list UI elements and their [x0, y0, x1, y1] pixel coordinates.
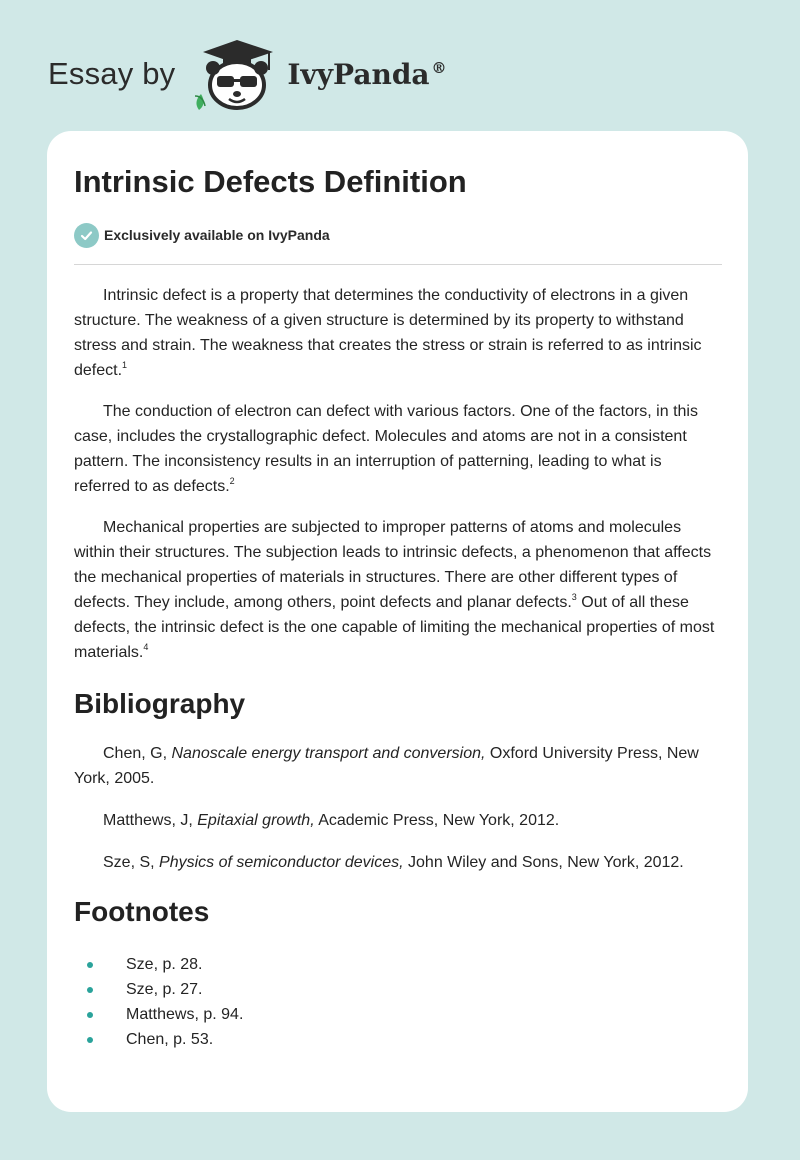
- panda-graduate-logo-icon[interactable]: [191, 36, 281, 112]
- bib-title: Physics of semiconductor devices,: [159, 854, 404, 871]
- paragraph-text: Mechanical properties are subjected to improper patterns of atoms and molecules within their structures. The subjection leads to intrinsic defects, a phenomenon that affects the mechanical properties of materials in structures. There are other different types of defects. They include, among others, point defects and planar defects.: [74, 519, 712, 611]
- bullet-dot-icon: [87, 987, 93, 993]
- footnote-item: [87, 1027, 722, 1052]
- bib-publisher: Oxford University Press, New York, 2005.: [74, 745, 699, 787]
- footnote-ref[interactable]: 1: [122, 359, 128, 370]
- bullet-dot-icon: [87, 1037, 93, 1043]
- bibliography-heading: Bibliography: [74, 688, 246, 719]
- paragraph: [74, 399, 722, 499]
- bib-author: Chen, G,: [103, 745, 172, 762]
- registered-mark: ®: [431, 59, 447, 78]
- bib-title: Epitaxial growth,: [197, 812, 315, 829]
- bibliography-entry: [74, 741, 722, 791]
- bib-publisher: John Wiley and Sons, New York, 2012.: [403, 854, 684, 871]
- bib-publisher: Academic Press, New York, 2012.: [314, 812, 560, 829]
- footnote-ref[interactable]: 4: [143, 641, 149, 652]
- footnote-ref[interactable]: 2: [229, 475, 235, 486]
- bib-author: Matthews, J,: [103, 812, 198, 829]
- bullet-dot-icon: [87, 962, 93, 968]
- footnote-text: Sze, p. 28.: [126, 956, 203, 973]
- brand-text: IvyPanda: [287, 57, 430, 91]
- footnote-text: Chen, p. 53.: [126, 1031, 214, 1048]
- paragraph: [74, 283, 722, 383]
- footnote-item: [87, 977, 722, 1002]
- availability-row: [74, 221, 722, 249]
- availability-label: Exclusively available on IvyPanda: [104, 227, 330, 243]
- footnote-text: Sze, p. 27.: [126, 981, 203, 998]
- essay-by-label: Essay by: [48, 56, 176, 91]
- bibliography-entry: [74, 808, 722, 833]
- paragraph-text: The conduction of electron can defect with various factors. One of the factors, in this case, includes the crystallographic defect. Molecules and atoms are not in a consistent pattern. The inconsistency results in an interruption of patterning, leading to what is referred to as defects.: [74, 403, 698, 495]
- brand-name[interactable]: [287, 58, 446, 91]
- bibliography-entry: [74, 850, 722, 875]
- footnotes-heading: Footnotes: [74, 896, 210, 927]
- bib-author: Sze, S,: [103, 854, 160, 871]
- check-circle-icon: [74, 223, 99, 248]
- essay-card: [47, 131, 748, 1112]
- footnote-item: [87, 1002, 722, 1027]
- paragraph-text: Out of all these defects, the intrinsic defect is the one capable of limiting the mechanical properties of most materials.: [74, 594, 715, 661]
- footnote-item: [87, 952, 722, 977]
- footnotes-list: [87, 952, 722, 1052]
- paragraph: [74, 515, 722, 665]
- site-header: [48, 36, 508, 112]
- paragraph-text: Intrinsic defect is a property that determines the conductivity of electrons in a given structure. The weakness of a given structure is determined by its property to withstand stress and strain. The weakness that creates the stress or strain is referred to as intrinsic defect.: [74, 287, 702, 379]
- footnote-text: Matthews, p. 94.: [126, 1006, 244, 1023]
- bullet-dot-icon: [87, 1012, 93, 1018]
- bib-title: Nanoscale energy transport and conversion,: [171, 745, 486, 762]
- divider: [74, 264, 722, 265]
- page-title: Intrinsic Defects Definition: [74, 164, 467, 199]
- footnote-ref[interactable]: 3: [571, 591, 577, 602]
